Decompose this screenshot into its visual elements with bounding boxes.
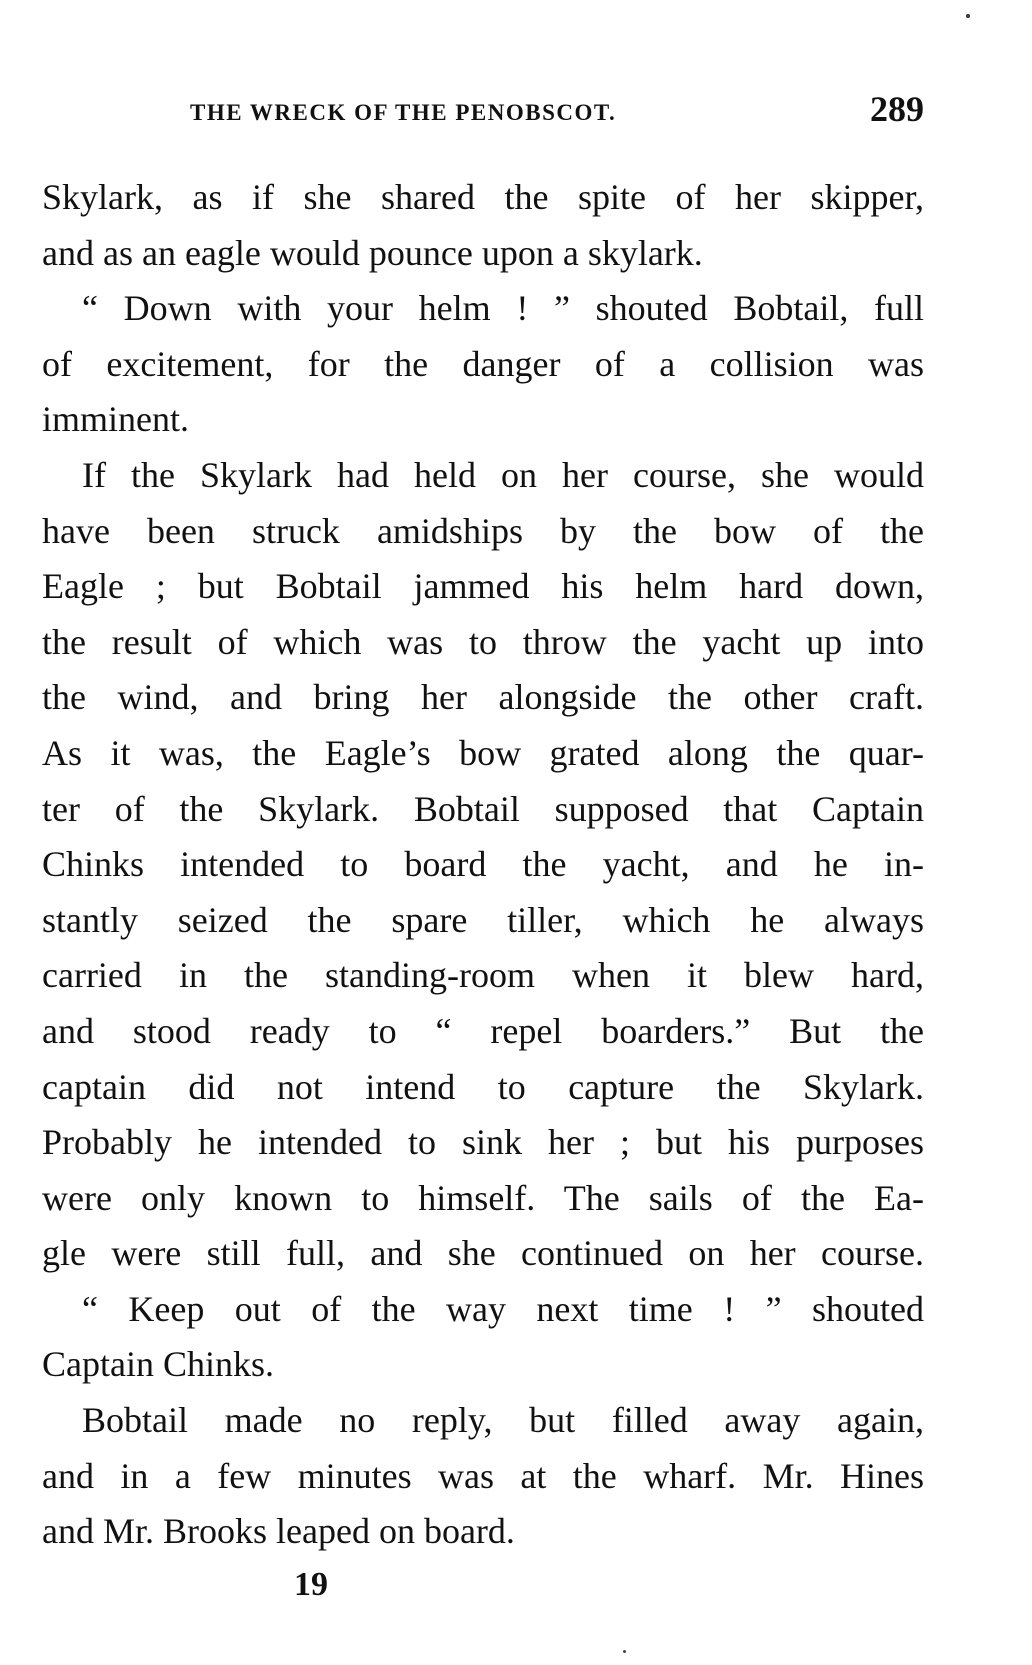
text-line: were only known to himself. The sails of the Ea- <box>42 1177 924 1218</box>
text-line: Eagle ; but Bobtail jammed his helm hard down, <box>42 566 924 607</box>
running-title: THE WRECK OF THE PENOBSCOT. <box>190 100 617 125</box>
text-line: and in a few minutes was at the wharf. Mr. Hines <box>42 1455 924 1496</box>
text-line: Bobtail made no reply, but filled away again, <box>82 1400 924 1441</box>
running-head <box>42 88 924 138</box>
text-line: “ Down with your helm ! ” shouted Bobtail, full <box>82 288 924 329</box>
text-line: of excitement, for the danger of a collision was <box>42 343 924 384</box>
text-line: imminent. <box>42 399 189 440</box>
text-line: and as an eagle would pounce upon a skylark. <box>42 232 703 273</box>
body-text <box>42 170 924 1560</box>
signature-mark: 19 <box>294 1566 328 1603</box>
text-line: ter of the Skylark. Bobtail supposed that Captain <box>42 788 924 829</box>
text-line: and Mr. Brooks leaped on board. <box>42 1511 515 1552</box>
text-line: carried in the standing-room when it blew hard, <box>42 955 924 996</box>
bottom-speck <box>623 1650 626 1653</box>
text-line: “ Keep out of the way next time ! ” shouted <box>82 1288 924 1329</box>
text-line: captain did not intend to capture the Skylark. <box>42 1066 924 1107</box>
text-line: Skylark, as if she shared the spite of her skipper, <box>42 177 924 217</box>
text-line: Chinks intended to board the yacht, and he in- <box>42 844 924 885</box>
text-line: the wind, and bring her alongside the other craft. <box>42 677 924 718</box>
text-line: If the Skylark had held on her course, she would <box>82 454 924 495</box>
corner-speck <box>966 14 970 18</box>
text-line: the result of which was to throw the yacht up into <box>42 621 924 662</box>
text-line: Captain Chinks. <box>42 1344 274 1385</box>
text-line: Probably he intended to sink her ; but his purposes <box>42 1122 924 1163</box>
text-line: stantly seized the spare tiller, which he always <box>42 899 924 940</box>
text-line: As it was, the Eagle’s bow grated along the quar- <box>42 732 924 773</box>
page-number: 289 <box>870 89 924 129</box>
text-line: gle were still full, and she continued on her course. <box>42 1233 924 1274</box>
text-line: and stood ready to “ repel boarders.” But the <box>42 1010 924 1051</box>
text-line: have been struck amidships by the bow of the <box>42 510 924 551</box>
